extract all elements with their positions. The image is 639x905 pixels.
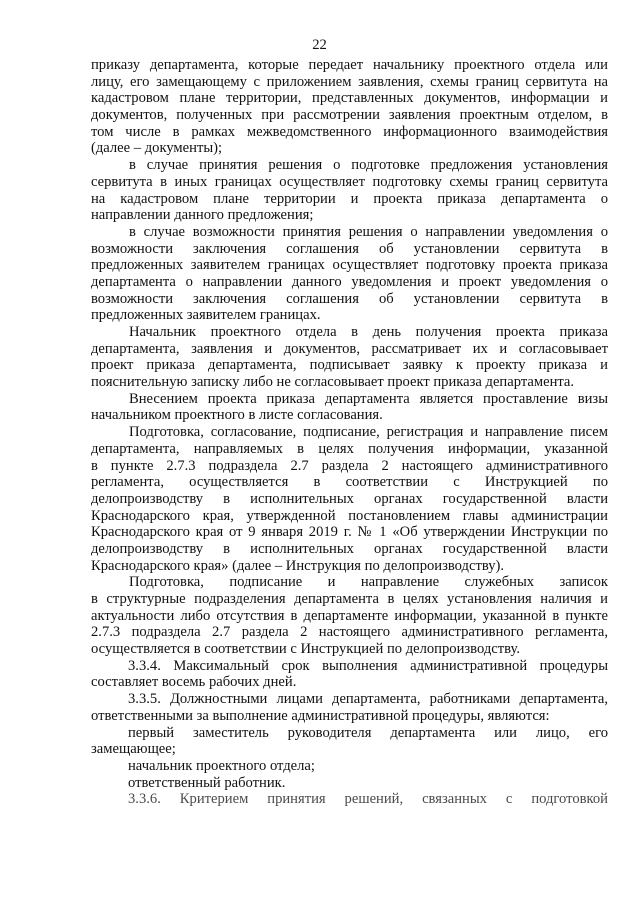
text-line: начальником проектного в листе согласования. xyxy=(91,407,383,424)
text-line: возможности заключения соглашения об установлении сервитута в xyxy=(91,240,608,257)
text-line: Краснодарского края от 9 января 2019 г. № 1 «Об утверждении Инструкции по xyxy=(91,524,608,541)
text-line: приказу департамента, которые передает начальнику проектного отдела или xyxy=(91,57,608,73)
text-line: департамента, направляемых в целях получения информации, указанной xyxy=(91,440,608,457)
text-line: том числе в рамках межведомственного информационного взаимодействия xyxy=(91,123,608,140)
text-line: предложенных заявителем границах осуществляет подготовку проекта приказа xyxy=(91,257,608,274)
text-line: начальник проектного отдела; xyxy=(128,757,315,774)
text-line: в структурные подразделения департамента в целях установления наличия и xyxy=(91,591,608,607)
text-line: департамента, заявления и документов, рассматривает их и согласовывает xyxy=(91,340,608,357)
text-line: делопроизводству в исполнительных органах государственной власти xyxy=(91,540,608,557)
text-line: лицу, его замещающему с приложением заявления, схемы границ сервитута на xyxy=(91,73,608,90)
text-line: Подготовка, подписание и направление служебных записок xyxy=(129,574,608,591)
text-line: Начальник проектного отдела в день получения проекта приказа xyxy=(129,324,608,340)
document-body xyxy=(91,57,608,808)
text-line: в случае принятия решения о подготовке предложения установления xyxy=(129,157,608,174)
text-line: возможности заключения соглашения об установлении сервитута в xyxy=(91,290,608,307)
text-line: составляет восемь рабочих дней. xyxy=(91,674,297,691)
text-line: ответственный работник. xyxy=(128,774,286,791)
text-line: в пункте 2.7.3 подраздела 2.7 раздела 2 настоящего административного xyxy=(91,457,608,474)
text-line: замещающее; xyxy=(91,741,176,758)
text-line: ответственными за выполнение административной процедуры, являются: xyxy=(91,707,550,724)
page-number: 22 xyxy=(312,37,327,53)
text-line: на кадастровом плане территории и проекта приказа департамента о xyxy=(91,190,608,207)
text-line: делопроизводству в исполнительных органах государственной власти xyxy=(91,490,608,507)
text-line: в случае возможности принятия решения о направлении уведомления о xyxy=(129,223,608,240)
text-line: департамента о направлении данного уведомления и проект уведомления о xyxy=(91,273,608,290)
text-line: осуществляется в соответствии с Инструкцией по делопроизводству. xyxy=(91,641,520,658)
text-line: предложенных заявителем границах. xyxy=(91,307,321,324)
text-line: сервитута в иных границах осуществляет подготовку схемы границ сервитута xyxy=(91,173,608,190)
text-line: Подготовка, согласование, подписание, регистрация и направление писем xyxy=(129,424,608,441)
text-line: пояснительную записку либо не согласовывает проект приказа департамента. xyxy=(91,374,575,391)
text-line: Краснодарского края» (далее – Инструкция по делопроизводству). xyxy=(91,557,505,574)
text-line: Внесением проекта приказа департамента является проставление визы xyxy=(129,390,608,407)
text-line: 3.3.5. Должностными лицами департамента, работниками департамента, xyxy=(128,691,608,708)
text-line: регламента, осуществляется в соответствии с Инструкцией по xyxy=(91,474,608,491)
text-line: 3.3.4. Максимальный срок выполнения административной процедуры xyxy=(128,657,608,674)
text-line: документов, полученных при рассмотрении заявления проектным отделом, в xyxy=(91,107,608,124)
text-line: первый заместитель руководителя департамента или лицо, его xyxy=(128,724,608,741)
text-line: актуальности либо отсутствия в департаменте информации, указанной в пункте xyxy=(91,607,608,624)
text-line: направлении данного предложения; xyxy=(91,207,314,224)
text-line: 3.3.6. Критерием принятия решений, связанных с подготовкой xyxy=(128,791,608,808)
text-line: (далее – документы); xyxy=(91,140,223,157)
text-line: Краснодарского края, утвержденной постановлением главы администрации xyxy=(91,507,608,524)
text-line: проект приказа департамента, подписывает заявку к проекту приказа и xyxy=(91,357,608,374)
text-line: 2.7.3 подраздела 2.7 раздела 2 настоящего административного регламента, xyxy=(91,624,608,641)
text-line: кадастровом плане территории, представленных документов, информации и xyxy=(91,90,608,107)
